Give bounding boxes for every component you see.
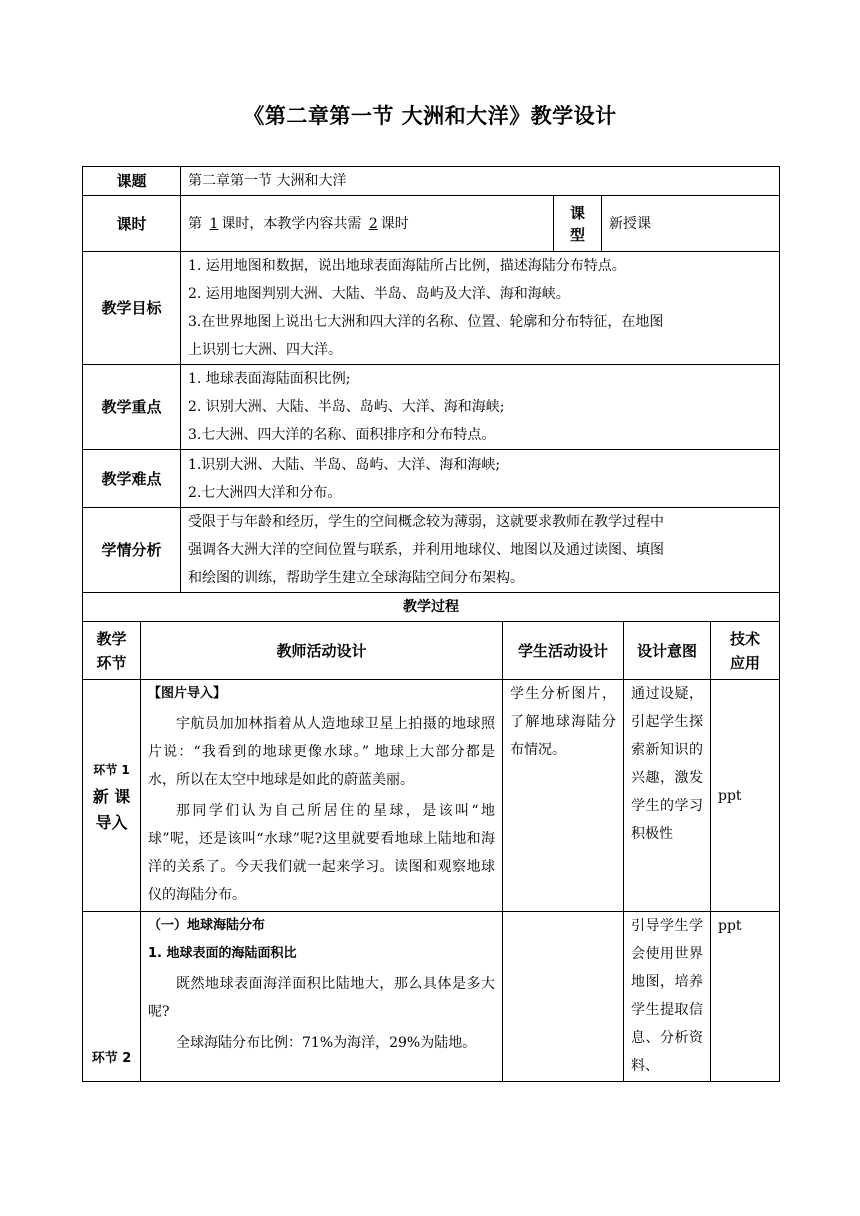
col-header-phase-2: 环节 (96, 653, 127, 672)
process-header-row (83, 622, 780, 680)
analysis-line: 和绘图的训练，帮助学生建立全球海陆空间分布架构。 (188, 570, 524, 586)
student-activity: 学生分析图片，了解地球海陆分布情况。 (503, 680, 624, 912)
process-row-1 (83, 680, 780, 912)
topic-value: 第二章第一节 大洲和大洋 (181, 167, 780, 196)
tech-application: ppt (711, 912, 780, 1082)
key-line: 3.七大洲、四大洋的名称、面积排序和分布特点。 (188, 427, 496, 443)
key-row (83, 365, 780, 450)
teacher-paragraph: 全球海陆分布比例：71%为海洋，29%为陆地。 (176, 1035, 477, 1051)
teacher-paragraph: 既然地球表面海洋面积比陆地大，那么具体是多大呢? (148, 976, 495, 1020)
process-section-title: 教学过程 (83, 593, 780, 622)
analysis-row (83, 508, 780, 593)
teacher-activity (141, 912, 503, 1082)
teacher-heading: 【图片导入】 (148, 686, 227, 701)
col-header-phase-1: 教学 (96, 629, 127, 648)
phase-number: 环节 2 (91, 1051, 132, 1066)
analysis-line: 受限于与年龄和经历，学生的空间概念较为薄弱，这就要求教师在教学过程中 (188, 514, 664, 530)
col-header-intent: 设计意图 (624, 622, 711, 680)
difficulty-content (181, 450, 780, 508)
col-header-tech (711, 622, 780, 680)
type-label-2: 型 (569, 225, 585, 244)
phase-cell (83, 912, 141, 1082)
key-label: 教学重点 (83, 365, 181, 450)
tech-application: ppt (711, 680, 780, 912)
analysis-label: 学情分析 (83, 508, 181, 593)
goal-line: 3.在世界地图上说出七大洲和四大洋的名称、位置、轮廓和分布特征，在地图 (188, 314, 664, 330)
col-header-phase (83, 622, 141, 680)
topic-label: 课题 (83, 167, 181, 196)
period-middle: 课时，本教学内容共需 (221, 215, 362, 232)
col-header-tech-1: 技术 (730, 629, 761, 648)
teacher-paragraph: 宇航员加加林指着从人造地球卫星上拍摄的地球照片说：“我看到的地球更像水球。” 地球上大部分都是水，所以在太空中地球是如此的蔚蓝美丽。 (148, 716, 495, 788)
period-label: 课时 (83, 196, 181, 252)
analysis-content (181, 508, 780, 593)
period-value (181, 196, 554, 252)
design-intent: 通过设疑，引起学生探索新知识的兴趣，激发学生的学习积极性 (624, 680, 711, 912)
difficulty-row (83, 450, 780, 508)
key-content (181, 365, 780, 450)
goal-line: 上识别七大洲、四大洋。 (188, 342, 342, 358)
period-row (83, 196, 780, 252)
analysis-line: 强调各大洲大洋的空间位置与联系，并利用地球仪、地图以及通过读图、填图 (188, 542, 664, 558)
phase-name-1: 新 课 (92, 786, 131, 806)
teacher-activity (141, 680, 503, 912)
teacher-heading: （一）地球海陆分布 (148, 918, 266, 933)
col-header-teacher: 教师活动设计 (141, 622, 503, 680)
info-table (82, 166, 780, 593)
page-title: 《第二章第一节 大洲和大洋》教学设计 (243, 104, 617, 128)
goal-content (181, 252, 780, 365)
col-header-student: 学生活动设计 (503, 622, 624, 680)
type-label (554, 196, 602, 252)
teacher-subheading: 1. 地球表面的海陆面积比 (148, 946, 297, 961)
phase-cell (83, 680, 141, 912)
period-suffix: 课时 (380, 215, 409, 232)
design-intent: 引导学生学会使用世界地图，培养学生提取信息、分析资料、 (624, 912, 711, 1082)
difficulty-label: 教学难点 (83, 450, 181, 508)
goal-line: 2. 运用地图判别大洲、大陆、半岛、岛屿及大洋、海和海峡。 (188, 286, 570, 302)
difficulty-line: 2.七大洲四大洋和分布。 (188, 484, 342, 501)
goal-row (83, 252, 780, 365)
goal-label: 教学目标 (83, 252, 181, 365)
phase-name-2: 导入 (95, 812, 128, 832)
key-line: 2. 识别大洲、大陆、半岛、岛屿、大洋、海和海峡; (188, 399, 505, 415)
period-prefix: 第 (188, 215, 202, 232)
teacher-paragraph: 那同学们认为自己所居住的星球，是该叫“地球”呢，还是该叫“水球”呢?这里就要看地球上陆地和海洋的关系了。今天我们就一起来学习。读图和观察地球仪的海陆分布。 (148, 803, 495, 903)
period-total: 2 (368, 215, 378, 232)
difficulty-line: 1.识别大洲、大陆、半岛、岛屿、大洋、海和海峡; (188, 456, 501, 473)
type-value: 新授课 (602, 196, 780, 252)
topic-row (83, 167, 780, 196)
process-table (82, 592, 780, 1082)
student-activity (503, 912, 624, 1082)
col-header-tech-2: 应用 (730, 653, 761, 672)
type-label-1: 课 (569, 203, 585, 222)
period-number: 1 (209, 215, 219, 232)
process-row-2 (83, 912, 780, 1082)
goal-line: 1. 运用地图和数据，说出地球表面海陆所占比例，描述海陆分布特点。 (188, 258, 626, 274)
key-line: 1. 地球表面海陆面积比例; (188, 371, 351, 387)
phase-number: 环节 1 (93, 762, 130, 777)
process-title-row (83, 593, 780, 622)
